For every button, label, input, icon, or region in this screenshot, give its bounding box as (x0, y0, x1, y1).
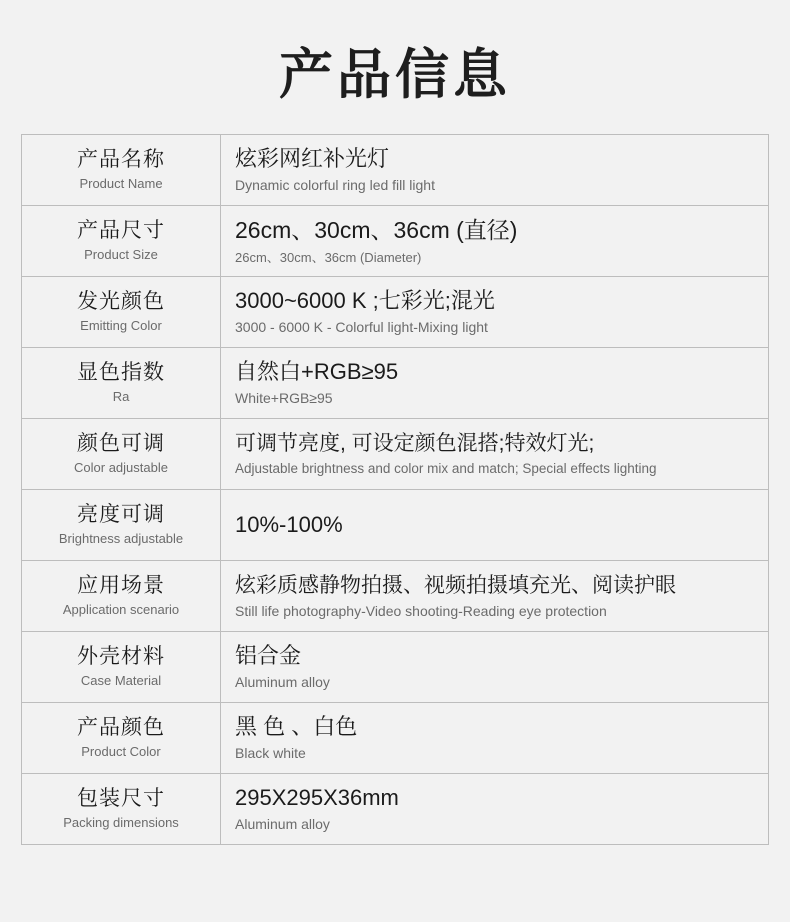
spec-value-cn: 10%-100% (235, 511, 343, 537)
spec-label-cell (22, 703, 221, 774)
spec-value-en: Still life photography-Video shooting-Reading eye protection (235, 602, 607, 619)
spec-value-en: Dynamic colorful ring led fill light (235, 177, 435, 194)
spec-value-cn: 295X295X36mm (235, 784, 399, 810)
spec-label-cell (22, 206, 221, 277)
spec-label-en: Product Color (81, 744, 161, 760)
spec-label-cell (22, 419, 221, 490)
spec-value-cell (221, 632, 769, 703)
spec-value-cn: 炫彩质感静物拍摄、视频拍摄填充光、阅读护眼 (235, 573, 676, 597)
spec-value-en: White+RGB≥95 (235, 390, 333, 407)
spec-value-cell (221, 490, 769, 561)
spec-label-en: Emitting Color (80, 318, 162, 334)
spec-label-cn: 产品名称 (77, 147, 165, 171)
spec-value-en: 3000 - 6000 K - Colorful light-Mixing light (235, 319, 488, 336)
spec-value-cn: 铝合金 (235, 642, 302, 668)
spec-value-en: Adjustable brightness and color mix and match; Special effects lighting (235, 461, 657, 477)
spec-value-cell (221, 419, 769, 490)
spec-label-cell (22, 348, 221, 419)
spec-value-cell (221, 774, 769, 845)
spec-label-cn: 显色指数 (77, 360, 165, 384)
table-row (22, 206, 769, 277)
spec-value-en: Aluminum alloy (235, 674, 330, 691)
spec-label-en: Case Material (80, 673, 162, 689)
spec-label-cn: 产品颜色 (77, 715, 165, 739)
spec-label-cell (22, 277, 221, 348)
spec-value-cell (221, 703, 769, 774)
spec-value-cell (221, 348, 769, 419)
spec-label-cn: 应用场景 (77, 573, 165, 597)
table-row (22, 419, 769, 490)
spec-value-en: Black white (235, 745, 306, 762)
table-row (22, 135, 769, 206)
spec-label-cell (22, 561, 221, 632)
specification-table-body (22, 135, 769, 845)
spec-value-cn: 可调节亮度, 可设定颜色混搭;特效灯光; (235, 431, 595, 455)
spec-value-cn: 自然白+RGB≥95 (235, 358, 399, 384)
spec-label-cn: 发光颜色 (77, 289, 165, 313)
spec-label-cell (22, 774, 221, 845)
spec-label-cell (22, 490, 221, 561)
spec-value-cn: 炫彩网红补光灯 (235, 145, 390, 171)
spec-value-cn: 26cm、30cm、36cm (直径) (235, 216, 518, 243)
spec-label-en: Application scenario (62, 602, 180, 618)
spec-label-cn: 包装尺寸 (77, 786, 165, 810)
table-row (22, 348, 769, 419)
spec-value-en: Aluminum alloy (235, 816, 330, 833)
spec-label-cell (22, 135, 221, 206)
specification-table (21, 134, 769, 845)
spec-label-cn: 产品尺寸 (77, 218, 165, 242)
spec-label-en: Product Size (84, 247, 158, 263)
spec-value-cell (221, 561, 769, 632)
spec-value-cell (221, 135, 769, 206)
table-row (22, 774, 769, 845)
spec-label-en: Ra (112, 389, 130, 405)
spec-value-cn: 3000~6000 K ;七彩光;混光 (235, 287, 495, 313)
spec-value-en: 26cm、30cm、36cm (Diameter) (235, 249, 422, 265)
spec-label-cn: 颜色可调 (77, 431, 165, 455)
spec-value-cn: 黑 色 、白色 (235, 713, 358, 739)
spec-label-cn: 亮度可调 (77, 502, 165, 526)
spec-label-en: Brightness adjustable (58, 531, 184, 547)
page-title: 产品信息 (279, 45, 511, 105)
spec-label-cell (22, 632, 221, 703)
spec-label-en: Packing dimensions (63, 815, 179, 831)
spec-value-cell (221, 206, 769, 277)
spec-label-cn: 外壳材料 (77, 644, 165, 668)
table-row (22, 277, 769, 348)
table-row (22, 632, 769, 703)
spec-label-en: Product Name (79, 176, 163, 192)
table-row (22, 703, 769, 774)
table-row (22, 561, 769, 632)
spec-value-cell (221, 277, 769, 348)
spec-label-en: Color adjustable (74, 460, 168, 476)
table-row (22, 490, 769, 561)
